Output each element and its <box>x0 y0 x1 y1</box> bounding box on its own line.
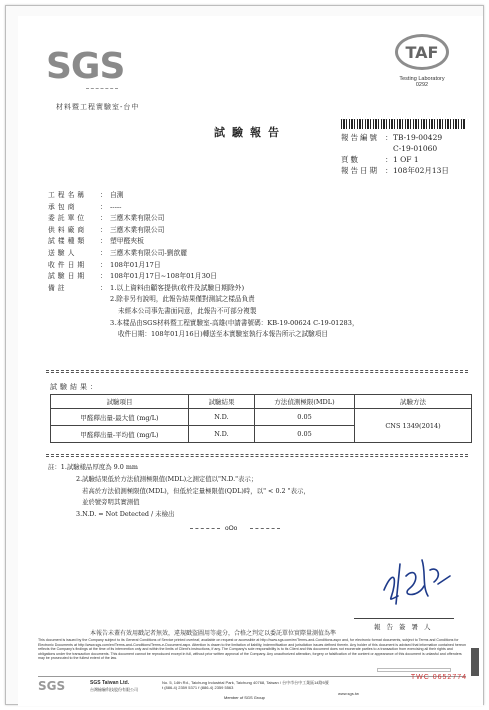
field-row: 供料廠商 ： 三應木業有限公司 <box>48 225 165 234</box>
footnote-line: 註：1.試驗樣品厚度為 9.0 mm <box>48 463 138 471</box>
serial-number: TWC 0652774 <box>410 674 467 681</box>
field-row: 工程名稱 ： 自測 <box>48 191 124 199</box>
remark-line: 3.本樣品由SGS材料暨工程實驗室-高雄(申請書號碼：KB-19-00624 C-19-01283， <box>110 318 359 327</box>
field-row: 送驗人 ： 三應木業有限公司-劉歆麗 <box>48 248 188 257</box>
cell-mdl: 0.05 <box>255 426 355 443</box>
field-row: 試驗日期 ： 108年01月17日~108年01月30日 <box>48 272 218 281</box>
meta-row: 頁數 ： 1 OF 1 <box>341 155 419 164</box>
divider <box>46 370 468 373</box>
lab-name: 材料暨工程實驗室-台中 <box>56 103 140 111</box>
footnote-line: 並於號旁明其實測值 <box>82 498 140 507</box>
results-table <box>50 394 472 443</box>
company-website: www.sgs.tw <box>338 691 359 696</box>
meta-row: 報告日期 ： 108年02月13日 <box>341 166 449 175</box>
serial-box <box>377 668 451 672</box>
barcode <box>341 119 465 129</box>
table-header-row <box>51 395 472 409</box>
side-tab <box>471 648 479 676</box>
end-line <box>250 528 280 529</box>
remark-line: 收件日期：108年01月16日)轉送至本實驗室執行本報告所示之試驗項目 <box>118 330 328 339</box>
cell-item: 甲醛釋出量-最大值 (mg/L) <box>51 409 189 426</box>
divider <box>46 454 468 457</box>
validity-note: 本報告未蓋有效用戳記者無效，違規戳盜圖用等處分，合格之判定以委託單位實際量測值為準 <box>90 630 337 637</box>
meta-row: 報告編號 ： TB-19-00429 <box>341 133 443 142</box>
end-line <box>190 528 220 529</box>
report-title: 試驗報告 <box>214 126 286 139</box>
table-row <box>51 409 472 426</box>
signatory-label: 報告簽署人 <box>374 623 437 631</box>
field-row: 承包商 ： ----- <box>48 202 122 211</box>
sgs-logo: SGS <box>46 46 124 87</box>
cell-result: N.D. <box>189 409 255 426</box>
footnote-line: 若高於方法偵測極限值(MDL)，但低於定量極限值(QDL)時，以" < 0.2 "表示， <box>82 486 310 495</box>
remark-line: 2.除非另有說明，此報告結果僅對測試之樣品負責 <box>110 295 255 304</box>
cell-mdl: 0.05 <box>255 409 355 426</box>
field-row: 委託單位 ： 三應木業有限公司 <box>48 214 165 223</box>
field-row: 備註 ： 1.以上資料由顧客提供(收件及試驗日期除外) <box>48 283 245 292</box>
col-header: 方法偵測極限(MDL) <box>255 395 355 409</box>
col-header: 試驗結果 <box>189 395 255 409</box>
cell-item: 甲醛釋出量-平均值 (mg/L) <box>51 426 189 443</box>
taf-ring-icon: TAF <box>395 34 449 70</box>
taf-caption: Testing Laboratory <box>399 76 445 82</box>
signature-image <box>376 546 456 608</box>
signature-line <box>354 618 454 619</box>
member-text: Member of SGS Group <box>224 695 265 700</box>
col-header: 試驗項目 <box>51 395 189 409</box>
report-meta <box>341 132 449 176</box>
company-name-zh: 台灣檢驗科技股份有限公司 <box>90 687 138 692</box>
footer-sgs-logo: SGS <box>38 679 66 693</box>
logo-dots <box>86 88 118 94</box>
meta-row: C-19-01060 <box>393 144 438 153</box>
end-mark: oOo <box>225 525 238 532</box>
field-row: 試樣種類 ： 塑甲醛夾板 <box>48 237 144 246</box>
info-fields <box>48 190 468 341</box>
footnote-line: 2.試驗結果低於方法偵測極限值(MDL)之測定值以"N.D."表示； <box>76 474 258 483</box>
results-label: 試驗結果： <box>50 383 100 391</box>
company-name: SGS Taiwan Ltd. <box>90 680 130 686</box>
remark-line: 未經本公司事先書面同意，此報告不可部分複製 <box>118 306 257 315</box>
cell-method: CNS 1349(2014) <box>355 409 472 443</box>
cell-result: N.D. <box>189 426 255 443</box>
taf-number: 0292 <box>415 82 429 88</box>
disclaimer-text: This document is issued by the Company subject to its General Conditions of Service printed overleaf, available on request or accessible at http://www.sgs.com/en/Terms-and-Conditions.aspx and, for electronic format documents, subject to Terms and Conditions for Electronic Documents at http://www.sgs.com/en/Terms-and-Conditions/Terms-e-Document.aspx. Attention is drawn to the limitation of liability, indemnification and jurisdiction issues defined therein. Any holder of this document is advised that information contained hereon reflects the Company's findings at the time of its intervention only and within the limits of Client's instructions, if any. The Company's sole responsibility is to its Client and this document does not exonerate parties to a transaction from exercising all their rights and obligations under the transaction documents. This document cannot be reproduced except in full, without prior written approval of the Company. Any unauthorized alteration, forgery or falsification of the content or appearance of this document is unlawful and offenders may be prosecuted to the fullest extent of the law. <box>38 638 467 661</box>
taf-logo <box>389 34 455 88</box>
remarks <box>48 294 468 340</box>
field-row: 收件日期 ： 108年01月17日 <box>48 260 161 269</box>
footnotes <box>48 462 468 521</box>
report-page <box>18 16 483 706</box>
document-frame <box>5 5 484 705</box>
company-address: No. 5, 14th Rd., Taichung Industrial Park, Taichung 40768, Taiwan / 台中市台中工業區14路5號 t (886-4) 2359 5371 f (886-4) 2359 5563 <box>162 680 329 690</box>
col-header: 試驗方法 <box>355 395 472 409</box>
footnote-line: 3.N.D. = Not Detected / 未檢出 <box>76 510 175 519</box>
